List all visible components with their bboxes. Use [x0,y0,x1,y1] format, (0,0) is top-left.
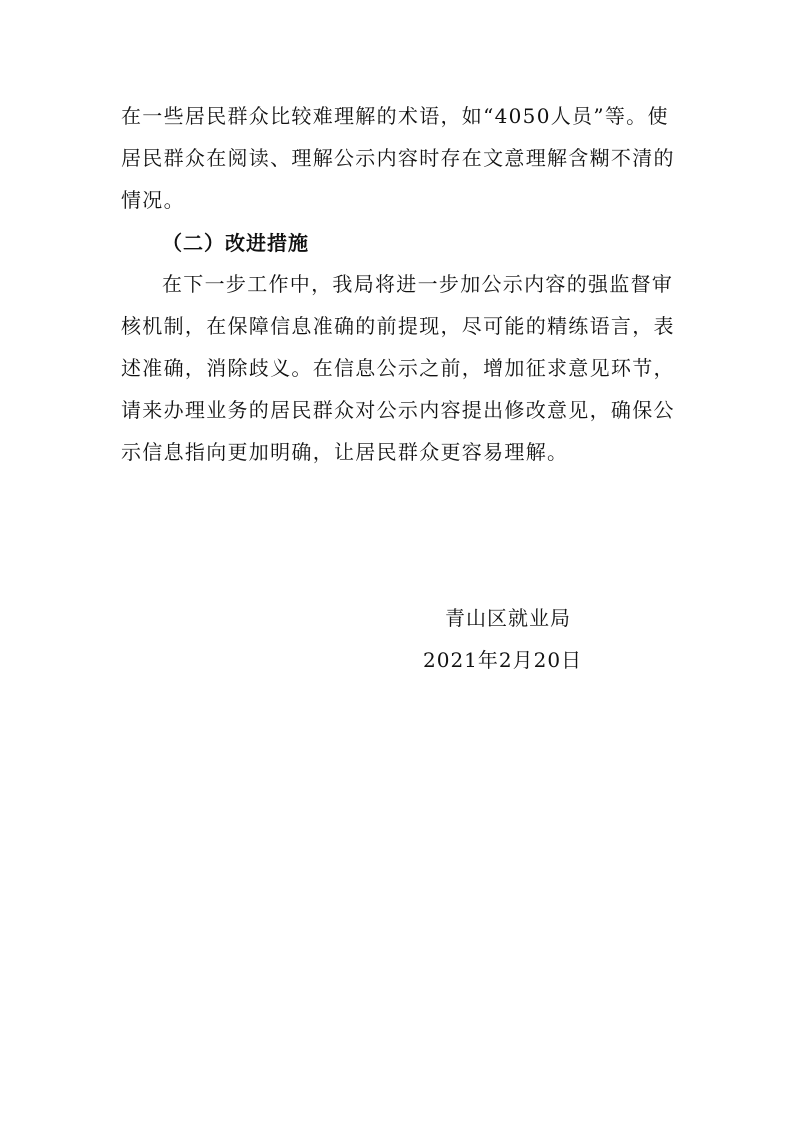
paragraph-line: 示信息指向更加明确，让居民群众更容易理解。 [121,440,569,464]
paragraph-line: 请来办理业务的居民群众对公示内容提出修改意见，确保公 [121,398,675,422]
signature-date: 2021年2月20日 [423,648,583,672]
paragraph-line: 核机制，在保障信息准确的前提现，尽可能的精练语言，表 [121,314,675,338]
section-heading: （二）改进措施 [162,231,309,255]
paragraph-line: 在下一步工作中，我局将进一步加公示内容的强监督审 [162,272,674,296]
paragraph-line: 情况。 [121,188,185,212]
paragraph-line: 在一些居民群众比较难理解的术语，如“4050人员”等。使 [121,104,669,128]
paragraph-line: 述准确，消除歧义。在信息公示之前，增加征求意见环节， [121,356,675,380]
paragraph-line: 居民群众在阅读、理解公示内容时存在文意理解含糊不清的 [121,146,675,170]
signature-organization: 青山区就业局 [445,606,571,630]
